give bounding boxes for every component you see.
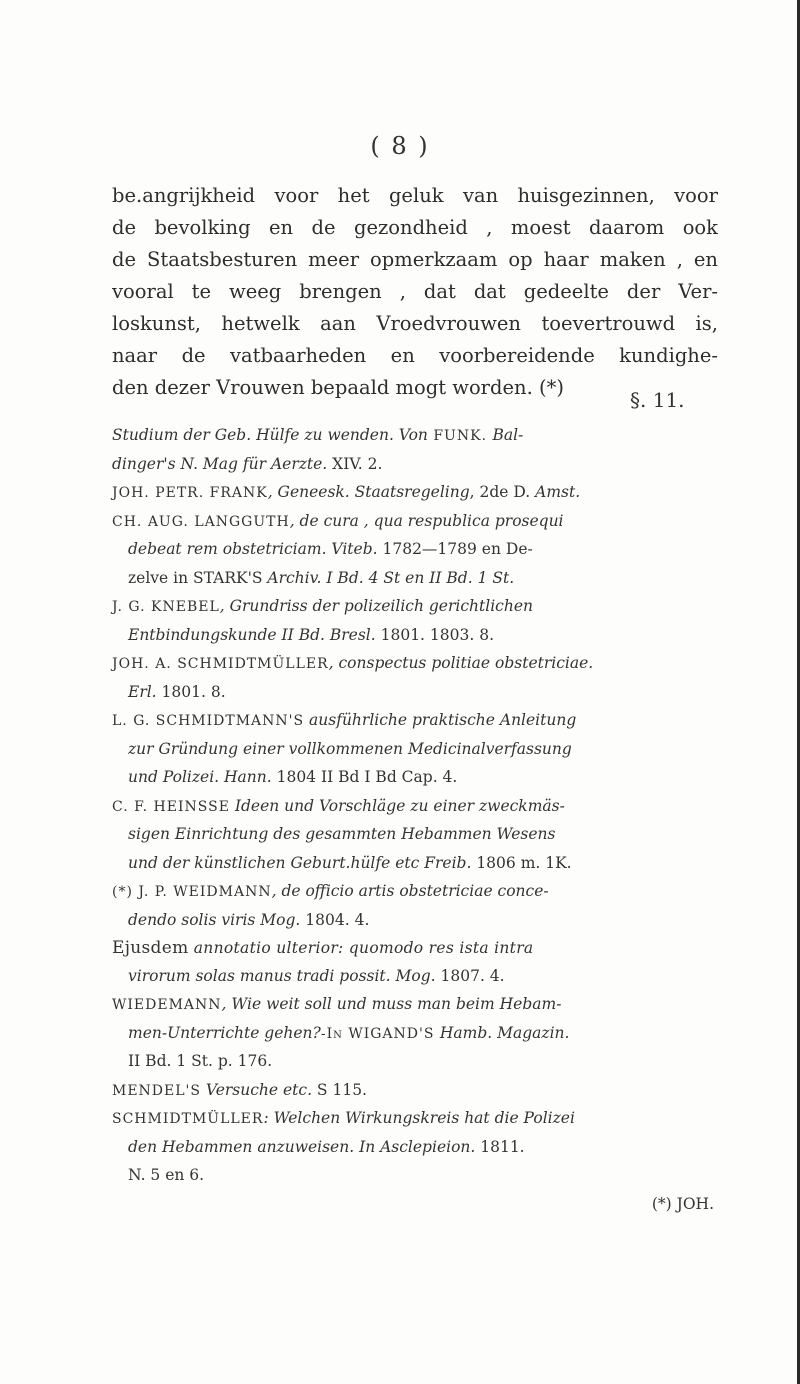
reference-line: und Polizei. Hann. 1804 II Bd I Bd Cap. 4.	[128, 768, 458, 786]
reference-line: SCHMIDTMÜLLER: Welchen Wirkungskreis hat die Polizei	[112, 1109, 575, 1127]
reference-line: und der künstlichen Geburt.hülfe etc Freib. 1806 m. 1K.	[128, 853, 572, 872]
reference-line: zur Gründung einer vollkommenen Medicinalverfassung	[128, 739, 572, 758]
reference-line: men-Unterrichte gehen?-In WIGAND'S Hamb. Magazin.	[128, 1023, 570, 1042]
paragraph-line: den dezer Vrouwen bepaald mogt worden. (*)	[112, 376, 564, 399]
reference-line: debeat rem obstetriciam. Viteb. 1782—1789 en De-	[128, 540, 533, 558]
reference-line: L. G. SCHMIDTMANN'S ausführliche praktische Anleitung	[112, 711, 577, 729]
paragraph-line: loskunst, hetwelk aan Vroedvrouwen toevertrouwd is,	[112, 312, 718, 335]
reference-line: Entbindungskunde II Bd. Bresl. 1801. 1803. 8.	[128, 625, 495, 644]
catchword: (*) JOH.	[651, 1194, 714, 1213]
reference-line: J. G. KNEBEL, Grundriss der polizeilich gerichtlichen	[112, 597, 533, 615]
reference-line: zelve in STARK'S Archiv. I Bd. 4 St en II Bd. 1 St.	[128, 568, 515, 587]
reference-line: JOH. A. SCHMIDTMÜLLER, conspectus politiae obstetriciae.	[112, 654, 594, 672]
reference-line: (*) J. P. WEIDMANN, de officio artis obstetriciae conce-	[112, 882, 549, 900]
reference-line: JOH. PETR. FRANK, Geneesk. Staatsregeling, 2de D. Amst.	[112, 483, 581, 501]
paragraph-line: be.angrijkheid voor het geluk van huisgezinnen, voor	[112, 184, 718, 207]
main-paragraph	[112, 180, 718, 404]
paragraph-line: naar de vatbaarheden en voorbereidende kundighe-	[112, 344, 718, 367]
reference-line: sigen Einrichtung des gesammten Hebammen Wesens	[128, 825, 556, 843]
reference-line: MENDEL'S Versuche etc. S 115.	[112, 1080, 367, 1099]
reference-line: N. 5 en 6.	[128, 1166, 205, 1184]
reference-line: dendo solis viris Mog. 1804. 4.	[128, 910, 370, 929]
reference-line: Ejusdem annotatio ulterior: quomodo res ista intra	[112, 938, 534, 958]
paragraph-line: de Staatsbesturen meer opmerkzaam op haar maken , en	[112, 248, 718, 271]
reference-line: CH. AUG. LANGGUTH, de cura , qua respublica prosequi	[112, 511, 564, 530]
paragraph-line: vooral te weeg brengen , dat dat gedeelte der Ver-	[112, 280, 718, 303]
section-heading: §. 11.	[630, 388, 685, 412]
reference-line: Erl. 1801. 8.	[128, 682, 226, 701]
page-number: ( 8 )	[370, 132, 430, 160]
reference-line: dinger's N. Mag für Aerzte. XIV. 2.	[112, 454, 383, 473]
reference-line: C. F. HEINSSE Ideen und Vorschläge zu einer zweckmäs-	[112, 796, 565, 815]
reference-line: II Bd. 1 St. p. 176.	[128, 1052, 273, 1070]
reference-line: den Hebammen anzuweisen. In Asclepieion. 1811.	[128, 1137, 525, 1156]
reference-line: Studium der Geb. Hülfe zu wenden. Von FUNK. Bal-	[112, 426, 524, 444]
paragraph-line: de bevolking en de gezondheid , moest daarom ook	[112, 216, 718, 239]
reference-line: virorum solas manus tradi possit. Mog. 1807. 4.	[128, 966, 505, 985]
reference-line: WIEDEMANN, Wie weit soll und muss man beim Hebam-	[112, 995, 562, 1013]
reference-list	[112, 422, 722, 1218]
